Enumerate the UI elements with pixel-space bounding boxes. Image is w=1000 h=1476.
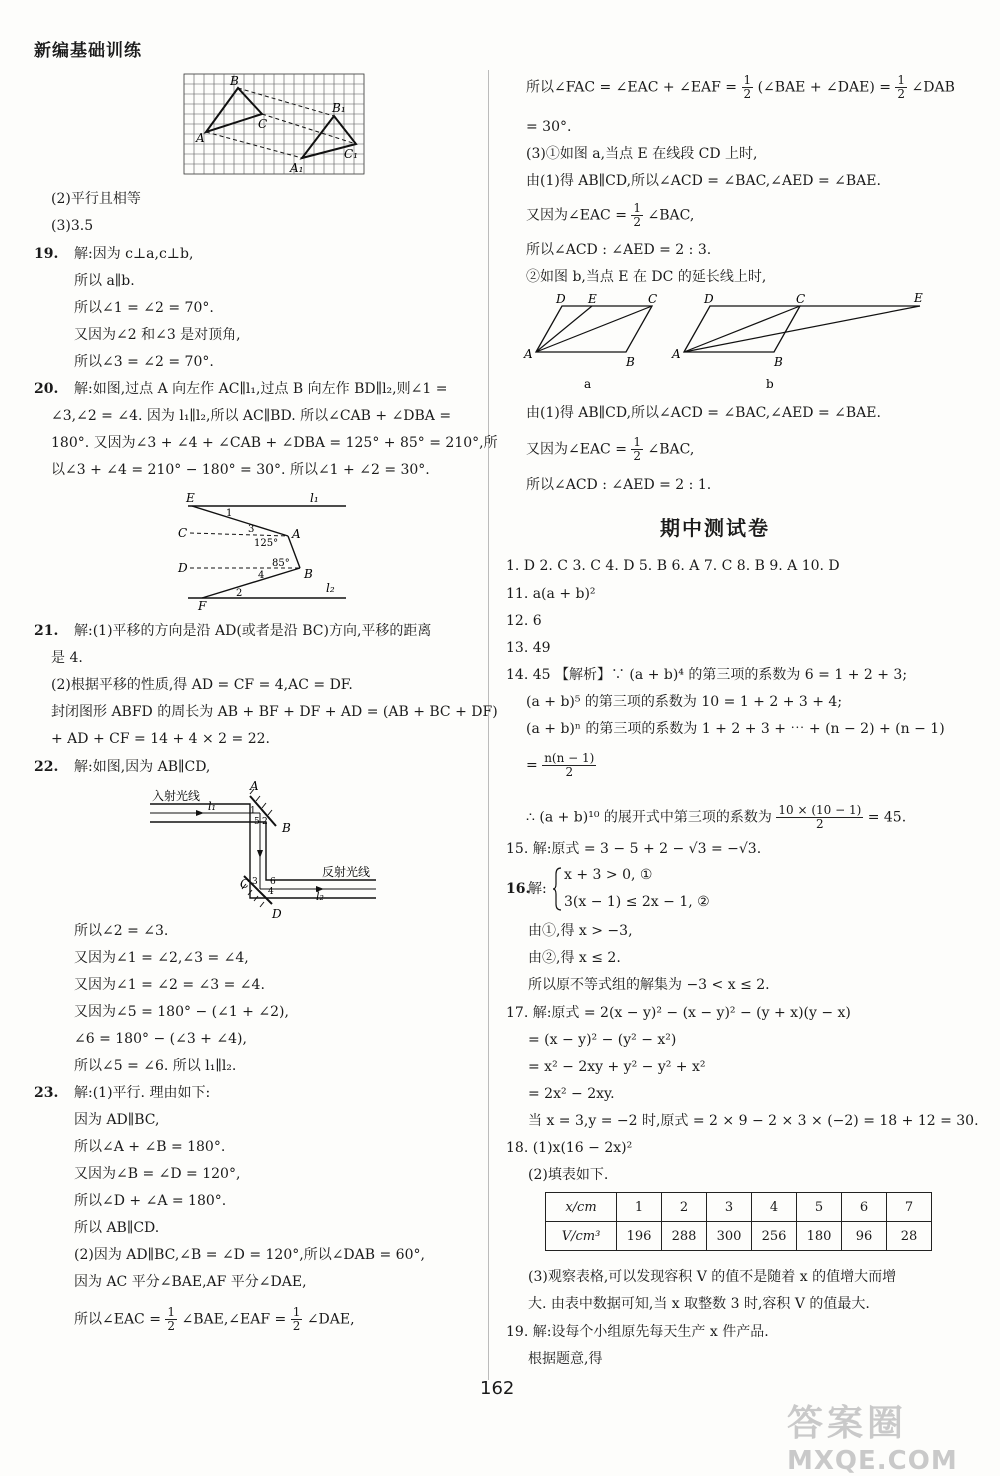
- q16-line4: 由②,得 x ≤ 2.: [528, 950, 621, 966]
- table-cell: 196: [617, 1222, 662, 1251]
- fraction-half: [165, 1306, 177, 1333]
- r-line5: [526, 202, 694, 229]
- table-cell: 180: [797, 1222, 842, 1251]
- q19-line3: 所以∠1 = ∠2 = 70°.: [74, 300, 214, 316]
- label-l1: l₁: [310, 491, 319, 505]
- label-l2: l₂: [316, 890, 324, 903]
- table-cell: 256: [752, 1222, 797, 1251]
- angle-4: 4: [258, 570, 265, 581]
- q19-line1: 19. 解:设每个小组原先每天生产 x 件产品.: [506, 1324, 769, 1340]
- table-cell: 4: [752, 1193, 797, 1222]
- q23-line5: 所以∠D + ∠A = 180°.: [74, 1193, 227, 1209]
- volume-table: [545, 1192, 932, 1251]
- q23-line7: (2)因为 AD∥BC,∠B = ∠D = 120°,所以∠DAB = 60°,: [74, 1247, 425, 1263]
- angle-2: 2: [236, 588, 243, 599]
- mc-answers: 1. D 2. C 3. C 4. D 5. B 6. A 7. C 8. B 9. A 10. D: [506, 558, 840, 574]
- frac-num: 1: [292, 1305, 301, 1319]
- label-A: A: [672, 347, 681, 361]
- angle-5: 5: [254, 817, 260, 827]
- label-D: D: [178, 561, 188, 575]
- r-line9-a: 又因为∠EAC =: [526, 441, 627, 458]
- fraction-half: [631, 436, 643, 463]
- r-line5-b: ∠BAC,: [647, 207, 695, 224]
- r-line9-b: ∠BAC,: [647, 441, 695, 458]
- q23-line9-a: 所以∠EAC =: [74, 1311, 161, 1328]
- q19-line2: 所以 a∥b.: [74, 273, 135, 289]
- frac-den: 2: [565, 765, 574, 779]
- q17-line2: = (x − y)² − (y² − x²): [528, 1032, 677, 1048]
- q21-line1: 解:(1)平移的方向是沿 AD(或者是沿 BC)方向,平移的距离: [74, 623, 432, 639]
- label-C: C: [258, 117, 268, 131]
- frac-den: 2: [633, 215, 642, 229]
- q22-line4: 又因为∠1 = ∠2 = ∠3 = ∠4.: [74, 977, 265, 993]
- table-cell: x/cm: [546, 1193, 617, 1222]
- angle-1: 1: [250, 806, 256, 816]
- reflected-ray-label: 反射光线: [322, 865, 371, 879]
- label-C: C: [178, 526, 188, 540]
- label-A: A: [250, 779, 259, 793]
- q23-line1: 解:(1)平行. 理由如下:: [74, 1085, 211, 1101]
- label-B: B: [282, 821, 291, 835]
- frac-den: 2: [743, 87, 752, 101]
- label-B: B: [230, 74, 239, 88]
- q14-line4-eq: =: [526, 757, 538, 774]
- q16-number: 16.: [506, 881, 531, 897]
- q23-line4: 又因为∠B = ∠D = 120°,: [74, 1166, 241, 1182]
- frac-den: 2: [292, 1319, 301, 1333]
- table-cell: 288: [662, 1222, 707, 1251]
- label-B: B: [626, 355, 635, 369]
- label-A: A: [292, 527, 301, 541]
- q23-line6: 所以 AB∥CD.: [74, 1220, 160, 1236]
- caption-a: a: [584, 377, 592, 391]
- label-C: C: [796, 292, 806, 306]
- table-cell: 2: [662, 1193, 707, 1222]
- q19-line4: 又因为∠2 和∠3 是对顶角,: [74, 327, 241, 343]
- frac-num: 1: [167, 1305, 176, 1319]
- q23-line9-b: ∠BAE,∠EAF =: [181, 1311, 287, 1328]
- fraction-half: [291, 1306, 303, 1333]
- table-cell: 5: [797, 1193, 842, 1222]
- frac-num: 1: [743, 73, 752, 87]
- q14-line1: 14. 45 【解析】∵ (a + b)⁴ 的第三项的系数为 6 = 1 + 2 + 3;: [506, 667, 908, 683]
- q17-line1: 17. 解:原式 = 2(x − y)² − (x − y)² − (y + x)(y − x): [506, 1005, 851, 1021]
- q17-line3: = x² − 2xy + y² − y² + x²: [528, 1059, 706, 1075]
- label-l2: l₂: [326, 581, 335, 595]
- table-row: [546, 1222, 932, 1251]
- parallelogram-figure-b: [670, 292, 930, 392]
- label-E: E: [186, 491, 195, 505]
- q20-line1: 解:如图,过点 A 向左作 AC∥l₁,过点 B 向左作 BD∥l₂,则∠1 =: [74, 381, 448, 397]
- q20-line3: 180°. 又因为∠3 + ∠4 + ∠CAB + ∠DBA = 125° + 85° = 210°,所: [51, 435, 498, 451]
- label-C: C: [648, 292, 658, 306]
- incident-ray-label: 入射光线: [152, 789, 201, 803]
- label-B: B: [304, 567, 313, 581]
- q16-solve: 解:: [528, 881, 547, 897]
- frac-num: 1: [633, 201, 642, 215]
- q20-line2: ∠3,∠2 = ∠4. 因为 l₁∥l₂,所以 AC∥BD. 所以∠CAB + ∠DBA =: [51, 408, 452, 424]
- q22-number: 22.: [34, 759, 59, 775]
- fraction-n: [542, 752, 596, 779]
- watermark-line1: 答案圈: [787, 1403, 908, 1444]
- q19-line1: 解:因为 c⊥a,c⊥b,: [74, 246, 194, 262]
- q11-answer: 11. a(a + b)²: [506, 586, 596, 602]
- label-E: E: [914, 291, 923, 305]
- table-cell: 6: [842, 1193, 887, 1222]
- angle-1: 1: [226, 508, 233, 519]
- q22-line2: 所以∠2 = ∠3.: [74, 923, 169, 939]
- q14-line4: [526, 752, 596, 779]
- parallel-lines-figure: [176, 486, 356, 612]
- frac-num: 10 × (10 − 1): [778, 803, 862, 817]
- section-title: 期中测试卷: [660, 516, 770, 540]
- table-row: [546, 1193, 932, 1222]
- label-D: D: [272, 907, 282, 921]
- r-line1-a: 所以∠FAC = ∠EAC + ∠EAF =: [526, 79, 738, 96]
- table-cell: 3: [707, 1193, 752, 1222]
- parallelogram-figure-a: [522, 292, 662, 392]
- q23-line2: 因为 AD∥BC,: [74, 1112, 160, 1128]
- q21-line2: 是 4.: [51, 650, 83, 666]
- q21-line3: (2)根据平移的性质,得 AD = CF = 4,AC = DF.: [51, 677, 353, 693]
- angle-3: 3: [248, 524, 255, 535]
- r-line1: [526, 74, 955, 101]
- label-l1: l₁: [208, 800, 216, 813]
- frac-num: 1: [897, 73, 906, 87]
- q23-line9: [74, 1306, 355, 1333]
- q18-line1: 18. (1)x(16 − 2x)²: [506, 1140, 633, 1156]
- q15-answer: 15. 解:原式 = 3 − 5 + 2 − √3 = −√3.: [506, 841, 762, 857]
- q14-line5-a: ∴ (a + b)¹⁰ 的展开式中第三项的系数为: [526, 809, 772, 826]
- q14-line5: [526, 804, 906, 831]
- frac-den: 2: [897, 87, 906, 101]
- q16-line3: 由①,得 x > −3,: [528, 923, 633, 939]
- label-F: F: [198, 599, 207, 613]
- q21-line5: + AD + CF = 14 + 4 × 2 = 22.: [51, 731, 270, 747]
- column-divider: [488, 70, 489, 1380]
- fraction-half: [742, 74, 754, 101]
- r-line5-a: 又因为∠EAC =: [526, 207, 627, 224]
- r-line9: [526, 436, 694, 463]
- q23-line3: 所以∠A + ∠B = 180°.: [74, 1139, 226, 1155]
- q23-number: 23.: [34, 1085, 59, 1101]
- fraction-half: [631, 202, 643, 229]
- q18-part2: (2)平行且相等: [51, 191, 141, 207]
- periscope-figure: [146, 780, 396, 920]
- q22-line5: 又因为∠5 = 180° − (∠1 + ∠2),: [74, 1004, 289, 1020]
- fraction-10: [776, 804, 863, 831]
- label-B: B: [774, 355, 783, 369]
- page-number: 162: [480, 1378, 515, 1399]
- q18-line3: (3)观察表格,可以发现容积 V 的值不是随着 x 的值增大而增: [528, 1269, 897, 1285]
- label-C1: C₁: [344, 147, 358, 161]
- q20-number: 20.: [34, 381, 59, 397]
- angle-125: 125°: [254, 538, 279, 549]
- q22-line3: 又因为∠1 = ∠2,∠3 = ∠4,: [74, 950, 249, 966]
- r-line7: ②如图 b,当点 E 在 DC 的延长线上时,: [526, 269, 767, 285]
- page-header: 新编基础训练: [34, 41, 142, 61]
- frac-num: n(n − 1): [544, 751, 595, 765]
- q12-answer: 12. 6: [506, 613, 542, 629]
- r-line1-b: (∠BAE + ∠DAE) =: [757, 79, 891, 96]
- label-D: D: [556, 292, 566, 306]
- q23-line9-c: ∠DAE,: [306, 1311, 355, 1328]
- table-cell: 300: [707, 1222, 752, 1251]
- q21-line4: 封闭图形 ABFD 的周长为 AB + BF + DF + AD = (AB + BC + DF): [51, 704, 498, 720]
- table-cell: 28: [887, 1222, 932, 1251]
- frac-den: 2: [815, 817, 824, 831]
- frac-num: 1: [633, 435, 642, 449]
- r-line6: 所以∠ACD : ∠AED = 2 : 3.: [526, 242, 712, 258]
- label-D: D: [704, 292, 714, 306]
- fraction-half: [895, 74, 907, 101]
- frac-den: 2: [167, 1319, 176, 1333]
- r-line2: = 30°.: [526, 119, 572, 135]
- r-line10: 所以∠ACD : ∠AED = 2 : 1.: [526, 477, 712, 493]
- label-A: A: [524, 347, 533, 361]
- caption-b: b: [766, 377, 774, 391]
- table-cell: 1: [617, 1193, 662, 1222]
- q18-line4: 大. 由表中数据可知,当 x 取整数 3 时,容积 V 的值最大.: [528, 1296, 870, 1312]
- r-line1-c: ∠DAB: [911, 79, 955, 96]
- frac-den: 2: [633, 449, 642, 463]
- q19-number: 19.: [34, 246, 59, 262]
- q19-line2: 根据题意,得: [528, 1351, 603, 1367]
- label-A: A: [196, 131, 205, 145]
- q20-line4: 以∠3 + ∠4 = 210° − 180° = 30°. 所以∠1 + ∠2 = 30°.: [51, 462, 430, 478]
- q22-line6: ∠6 = 180° − (∠3 + ∠4),: [74, 1031, 247, 1047]
- q22-line1: 解:如图,因为 AB∥CD,: [74, 759, 211, 775]
- q14-line5-b: = 45.: [867, 809, 907, 826]
- q18-part3: (3)3.5: [51, 218, 94, 234]
- label-C: C: [240, 877, 250, 891]
- q13-answer: 13. 49: [506, 640, 551, 656]
- r-line3: (3)①如图 a,当点 E 在线段 CD 上时,: [526, 146, 758, 162]
- q19-line5: 所以∠3 = ∠2 = 70°.: [74, 354, 214, 370]
- q22-line7: 所以∠5 = ∠6. 所以 l₁∥l₂.: [74, 1058, 237, 1074]
- q17-line4: = 2x² − 2xy.: [528, 1086, 615, 1102]
- r-line8: 由(1)得 AB∥CD,所以∠ACD = ∠BAC,∠AED = ∠BAE.: [526, 405, 881, 421]
- angle-3: 3: [252, 877, 258, 887]
- q21-number: 21.: [34, 623, 59, 639]
- label-A1: A₁: [290, 161, 304, 175]
- angle-6: 6: [270, 877, 276, 887]
- system-brace: [552, 866, 562, 912]
- table-cell: 96: [842, 1222, 887, 1251]
- angle-85: 85°: [272, 558, 290, 569]
- q17-line5: 当 x = 3,y = −2 时,原式 = 2 × 9 − 2 × 3 × (−2) = 18 + 12 = 30.: [528, 1113, 979, 1129]
- watermark-line2: MXQE.COM: [787, 1446, 958, 1476]
- angle-2: 2: [262, 817, 268, 827]
- q18-line2: (2)填表如下.: [528, 1167, 609, 1183]
- r-line4: 由(1)得 AB∥CD,所以∠ACD = ∠BAC,∠AED = ∠BAE.: [526, 173, 881, 189]
- label-E: E: [588, 292, 597, 306]
- label-B1: B₁: [332, 101, 346, 115]
- table-cell: 7: [887, 1193, 932, 1222]
- q14-line2: (a + b)⁵ 的第三项的系数为 10 = 1 + 2 + 3 + 4;: [526, 694, 843, 710]
- table-cell: V/cm³: [546, 1222, 617, 1251]
- watermark: [787, 1395, 992, 1476]
- q16-line5: 所以原不等式组的解集为 −3 < x ≤ 2.: [528, 977, 770, 993]
- q16-ineq2: 3(x − 1) ≤ 2x − 1, ②: [564, 894, 710, 910]
- q14-line3: (a + b)ⁿ 的第三项的系数为 1 + 2 + 3 + ⋯ + (n − 2) + (n − 1): [526, 721, 945, 737]
- angle-4: 4: [268, 887, 274, 897]
- q16-ineq1: x + 3 > 0, ①: [564, 867, 653, 883]
- translation-grid-figure: [184, 74, 364, 178]
- q23-line8: 因为 AC 平分∠BAE,AF 平分∠DAE,: [74, 1274, 307, 1290]
